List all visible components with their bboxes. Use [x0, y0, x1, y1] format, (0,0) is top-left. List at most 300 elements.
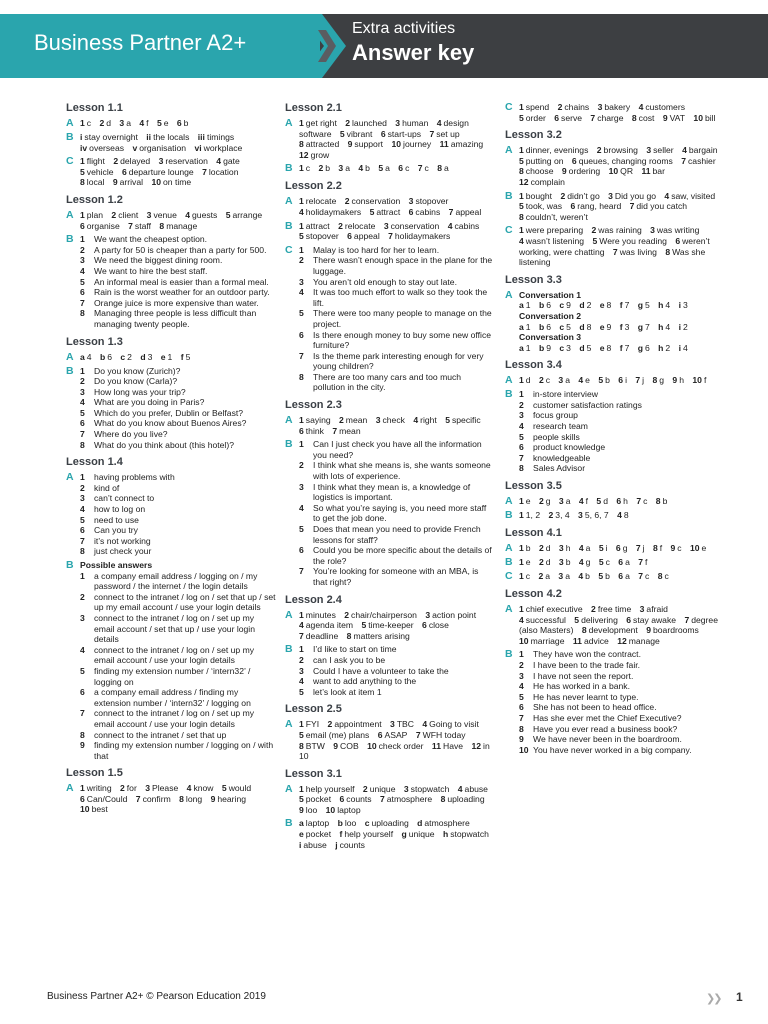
answer-number: 6 [80, 220, 85, 231]
answer-item [519, 543, 531, 553]
lesson-title: Lesson 1.3 [66, 335, 123, 348]
answer-text: departure lounge [128, 166, 194, 177]
answer-text: chains [564, 102, 590, 112]
exercise-body [80, 234, 276, 329]
answer-text: location [208, 166, 239, 177]
answer-text: a [444, 163, 449, 174]
answer-text: 2 [682, 321, 688, 332]
footer-text: Business Partner A2+ © Pearson Education 2019 [47, 991, 266, 1002]
exercise [505, 510, 725, 521]
answer-number: 2 [99, 118, 105, 128]
item-number: 7 [299, 566, 304, 577]
answer-number: 7 [635, 375, 641, 386]
item-text: Could you be more specific about the details of the role? [313, 545, 492, 566]
answer-number: b [337, 818, 343, 829]
answer-flow [519, 604, 725, 646]
answer-item [679, 322, 688, 332]
answer-text: 3 [566, 342, 571, 353]
answer-text: free time [597, 604, 632, 615]
answer-item [539, 557, 551, 567]
exercise [505, 543, 725, 554]
answer-item [519, 343, 531, 353]
answer-item [299, 163, 310, 173]
item-text: You aren’t old enough to stay out late. [313, 276, 457, 287]
answer-item [376, 415, 405, 425]
answer-item [559, 543, 571, 553]
answer-number: 10 [367, 740, 377, 751]
exercise [505, 225, 725, 267]
item-number: 7 [80, 297, 85, 308]
answer-number: 6 [299, 425, 304, 436]
answer-list [519, 389, 725, 474]
lesson-title: Lesson 3.1 [285, 767, 342, 780]
item-number: 3 [80, 493, 85, 504]
answer-item [80, 804, 108, 814]
answer-item [559, 496, 571, 506]
answer-number: 11 [431, 740, 442, 751]
answer-item [128, 221, 151, 231]
answer-text: a [625, 557, 630, 568]
answer-text: 6 [645, 342, 650, 353]
answer-item [146, 132, 189, 142]
answer-item [690, 543, 706, 553]
list-item [299, 277, 495, 288]
item-text: customer satisfaction ratings [533, 399, 642, 410]
item-number: 4 [299, 676, 304, 687]
answer-item [560, 191, 599, 201]
exercise-letter: A [285, 195, 293, 208]
answer-item [340, 794, 372, 804]
item-text: just check your [94, 546, 152, 557]
answer-text: queues, changing rooms [578, 155, 673, 166]
answer-item [562, 166, 600, 176]
list-item [80, 613, 276, 645]
exercise-letter: B [505, 556, 513, 569]
item-number: 8 [299, 371, 304, 382]
answer-item [299, 784, 355, 794]
answer-item [579, 300, 591, 310]
answer-number: 3 [646, 145, 652, 156]
list-item [299, 503, 495, 524]
answer-number: 5 [445, 415, 450, 426]
answer-item [395, 118, 428, 128]
item-text: Has she ever met the Chief Executive? [533, 712, 682, 723]
list-item [299, 439, 495, 460]
answer-text: spend [525, 102, 550, 112]
answer-text: 6 [546, 300, 551, 311]
item-number: 1 [519, 649, 524, 660]
item-text: We want the cheapest option. [94, 234, 208, 245]
answer-number: 1 [519, 496, 524, 507]
answer-item [120, 352, 132, 362]
list-item [80, 730, 276, 741]
answer-text: loo [344, 818, 357, 829]
item-text: connect to the intranet / log on / set that up / set up my email account / use your login details [94, 591, 276, 613]
answer-number: 2 [339, 415, 344, 426]
answer-item [338, 163, 350, 173]
answer-item [99, 118, 111, 128]
answer-text: f [146, 118, 149, 128]
answer-number: 2 [591, 604, 596, 615]
answer-text: venue [153, 209, 177, 220]
answer-item [640, 604, 668, 614]
answer-text: action point [432, 609, 477, 620]
answer-text: reservation [165, 156, 208, 167]
answer-item [299, 231, 339, 241]
answer-text: 5 [185, 351, 191, 362]
exercise-body [519, 375, 725, 386]
answer-item [299, 794, 331, 804]
answer-text: 8 [606, 342, 612, 353]
item-text: focus group [533, 410, 578, 421]
list-item [80, 708, 276, 729]
answer-item [413, 415, 437, 425]
answer-text: e [163, 118, 169, 128]
answer-item [390, 719, 414, 729]
answer-item [600, 300, 612, 310]
item-text: How long was your trip? [94, 386, 186, 397]
list-item [519, 442, 725, 453]
answer-number: e [599, 321, 605, 332]
answer-number: 7 [417, 163, 423, 174]
answer-number: 3 [650, 225, 655, 236]
item-number: 5 [80, 514, 85, 525]
answer-number: 12 [519, 176, 529, 187]
answer-text: right [420, 415, 437, 426]
answer-number: 4 [664, 190, 670, 201]
item-number: 5 [80, 665, 85, 676]
brand-title: Business Partner A2+ [34, 30, 247, 55]
answer-number: 5 [361, 620, 367, 631]
answer-number: 2 [560, 190, 566, 201]
answer-text: pocket [305, 794, 332, 805]
item-number: 3 [80, 386, 85, 397]
answer-number: i [299, 839, 302, 850]
exercise-body [519, 496, 725, 507]
answer-text: c [664, 571, 669, 582]
answer-list [80, 472, 276, 557]
exercise-letter: B [66, 559, 74, 571]
answer-item [641, 166, 665, 176]
answer-item [638, 557, 647, 567]
answer-item [658, 343, 670, 353]
answer-text: workplace [203, 142, 243, 153]
answer-text: abuse [464, 783, 488, 794]
answer-item [422, 620, 449, 630]
chevron-icon [300, 14, 350, 78]
answer-list [299, 439, 495, 587]
list-item [519, 389, 725, 400]
header-banner [0, 0, 768, 78]
answer-item [161, 352, 173, 362]
item-text: What do you know about Buenos Aires? [94, 418, 247, 429]
answer-number: 4 [299, 620, 304, 631]
answer-item [216, 156, 240, 166]
answer-number: 8 [657, 571, 663, 582]
answer-number: 1 [80, 783, 85, 794]
answer-text: would [228, 783, 252, 794]
answer-flow [519, 102, 725, 123]
item-number: 4 [519, 421, 524, 432]
exercise [66, 472, 276, 557]
answer-number: 5 [519, 201, 524, 212]
answer-item [635, 375, 644, 385]
list-item [299, 308, 495, 329]
answer-number: h [442, 829, 449, 840]
answer-number: 6 [616, 496, 622, 507]
exercise-letter: B [66, 364, 74, 377]
answer-number: 9 [299, 804, 304, 815]
answer-number: 1 [299, 118, 304, 128]
answer-text: timings [206, 132, 235, 142]
answer-text: Have [443, 740, 464, 751]
list-item [519, 681, 725, 692]
answer-text: delivering [581, 614, 618, 625]
list-item [80, 366, 276, 377]
answer-item [80, 156, 105, 166]
item-text: how to log on [94, 504, 146, 515]
answer-item [361, 620, 413, 630]
answer-number: d [579, 342, 585, 353]
answer-number: g [637, 300, 643, 311]
answer-number: 12 [471, 740, 482, 751]
answer-text: local [86, 177, 105, 188]
answer-text: 5, 6, 7 [584, 510, 609, 521]
answer-item [692, 375, 706, 385]
answer-text: 2 [586, 300, 592, 311]
answer-item [299, 150, 329, 160]
answer-item [417, 818, 470, 828]
item-text: What do you think about (this hotel)? [94, 439, 234, 450]
answer-number: b [538, 300, 545, 311]
item-text: There wasn’t enough space in the plane for the luggage. [313, 255, 493, 276]
lesson-title: Lesson 2.3 [285, 399, 342, 412]
answer-number: 2 [111, 209, 117, 220]
conversation-title: Conversation 3 [519, 332, 582, 343]
answer-text: attract [305, 220, 330, 231]
lesson-block [285, 399, 495, 588]
answer-flow [519, 571, 725, 582]
item-text: knowledgeable [533, 452, 591, 463]
answer-number: 1 [299, 719, 304, 730]
answer-text: ASAP [384, 729, 408, 740]
answer-item [177, 118, 189, 128]
answer-item [519, 557, 531, 567]
item-number: 5 [519, 431, 524, 442]
answer-flow [299, 719, 495, 761]
exercise-letter: A [285, 608, 293, 621]
answer-item [181, 352, 191, 362]
lesson-block [505, 480, 725, 521]
exercise-body [299, 163, 495, 174]
conversation-title: Conversation 1 [519, 289, 582, 300]
item-number: 4 [80, 504, 85, 515]
answer-text: dinner, evenings [525, 145, 589, 156]
exercise-body [519, 604, 725, 646]
answer-number: 3 [390, 719, 395, 730]
answer-text: 1 [525, 300, 531, 311]
answer-number: 1 [519, 557, 524, 568]
lesson-block [66, 767, 276, 815]
column-2 [285, 96, 495, 853]
answer-number: e [599, 300, 605, 311]
answer-text: manage [628, 635, 660, 646]
list-item [299, 255, 495, 276]
answer-text: 4 [682, 342, 688, 353]
item-text: Is the theme park interesting enough for very young children? [313, 350, 484, 372]
answer-item [441, 794, 485, 804]
answer-number: a [519, 342, 524, 353]
exercise [66, 210, 276, 231]
answer-text: support [354, 139, 384, 150]
answer-text: b [565, 557, 571, 568]
exercise-letter: B [66, 233, 74, 246]
item-number: 8 [80, 308, 85, 319]
exercise-letter: A [285, 718, 293, 731]
answer-text: holidaymakers [394, 231, 451, 242]
item-number: 2 [299, 654, 304, 665]
answer-flow [519, 225, 725, 267]
answer-text: charge [597, 112, 624, 123]
exercise [505, 571, 725, 582]
answer-text: c [305, 163, 311, 174]
answer-item [333, 741, 358, 751]
answer-number: 10 [151, 177, 161, 188]
exercise-letter: A [505, 603, 513, 616]
answer-item [554, 113, 582, 123]
answer-number: 5 [519, 112, 524, 123]
answer-number: 9 [672, 375, 678, 386]
answer-item [440, 139, 484, 149]
lesson-block [66, 456, 276, 761]
answer-text: didn’t go [567, 190, 600, 201]
answer-text: 3 [682, 300, 688, 311]
answer-number: 8 [346, 630, 352, 641]
answer-number: 4 [186, 783, 192, 794]
answer-item [650, 225, 699, 235]
answer-item [157, 118, 169, 128]
exercise-body [299, 784, 495, 816]
answer-text: d [545, 557, 551, 568]
answer-item [80, 221, 120, 231]
lesson-title: Lesson 1.2 [66, 193, 123, 206]
item-number: 8 [519, 463, 524, 474]
answer-number: 2 [557, 102, 563, 112]
answer-item [549, 510, 570, 520]
answer-item [299, 610, 336, 620]
answer-item [599, 543, 608, 553]
answer-text: organise [86, 220, 120, 231]
answer-item [347, 231, 380, 241]
answer-number: 10 [692, 375, 702, 386]
item-number: 7 [519, 452, 524, 463]
answer-text: g [659, 375, 665, 386]
answer-number: 10 [608, 166, 619, 177]
answer-number: 3 [558, 543, 564, 554]
list-item [80, 666, 276, 687]
answer-item [432, 741, 463, 751]
exercise-body [519, 510, 725, 521]
answer-item [80, 177, 104, 187]
item-number: 7 [80, 429, 85, 440]
chevron-icon: ❯❯ [706, 993, 721, 1005]
exercise-body [299, 439, 495, 587]
answer-text: c [605, 557, 610, 568]
answer-number: b [99, 351, 106, 362]
item-text: A party for 50 is cheaper than a party for 500. [94, 244, 267, 255]
answer-text: stopwatch [410, 783, 450, 794]
item-number: 2 [299, 255, 304, 266]
answer-number: 11 [439, 139, 449, 150]
answer-item [638, 322, 650, 332]
answer-text: browsing [603, 145, 638, 156]
answer-number: 3 [338, 163, 344, 174]
answer-number: 2 [538, 557, 544, 568]
answer-item [402, 829, 435, 839]
lesson-title: Lesson 4.1 [505, 527, 562, 540]
exercise [285, 644, 495, 697]
answer-item [159, 221, 197, 231]
answer-text: c [424, 163, 429, 174]
answer-text: a [345, 163, 350, 174]
answer-number: h [658, 342, 664, 353]
answer-item [539, 300, 551, 310]
exercise [505, 191, 725, 223]
answer-text: 7 [645, 321, 650, 332]
answer-text: staff [134, 220, 152, 231]
answer-number: 5 [519, 155, 524, 166]
answer-number: 12 [617, 635, 627, 646]
answer-number: 1 [299, 163, 304, 174]
answer-number: 4 [578, 543, 584, 554]
answer-text: serve [561, 112, 583, 123]
answer-list [80, 366, 276, 451]
answer-item [539, 375, 550, 385]
answer-text: close [428, 620, 449, 631]
exercise-body [299, 719, 495, 761]
answer-number: 6 [554, 112, 560, 123]
answer-number: 4 [519, 235, 524, 246]
item-number: 7 [519, 712, 524, 723]
exercise-body [80, 472, 276, 557]
answer-text: were preparing [525, 225, 584, 236]
item-text: having problems with [94, 472, 175, 483]
exercise-body [299, 644, 495, 697]
answer-number: 9 [333, 740, 339, 751]
answer-text: gate [223, 156, 240, 167]
lesson-title: Lesson 3.5 [505, 480, 562, 493]
item-number: 1 [80, 472, 85, 483]
exercise-body [80, 118, 276, 129]
list-item [80, 592, 276, 613]
answer-number: 10 [80, 804, 90, 815]
exercise-letter: B [285, 643, 293, 656]
item-number: 1 [80, 234, 85, 245]
item-text: can I ask you to be [313, 654, 386, 665]
answer-text: appeal [455, 206, 482, 217]
list-item [299, 545, 495, 566]
answer-item [630, 201, 687, 211]
answer-item [391, 139, 431, 149]
answer-item [618, 557, 630, 567]
answer-text: stopwatch [450, 829, 489, 840]
item-number: 5 [299, 308, 304, 319]
answer-item [378, 163, 390, 173]
answer-number: 1 [519, 145, 524, 156]
answer-flow [80, 118, 276, 129]
exercise-body [80, 132, 276, 153]
answer-text: for [126, 783, 137, 794]
